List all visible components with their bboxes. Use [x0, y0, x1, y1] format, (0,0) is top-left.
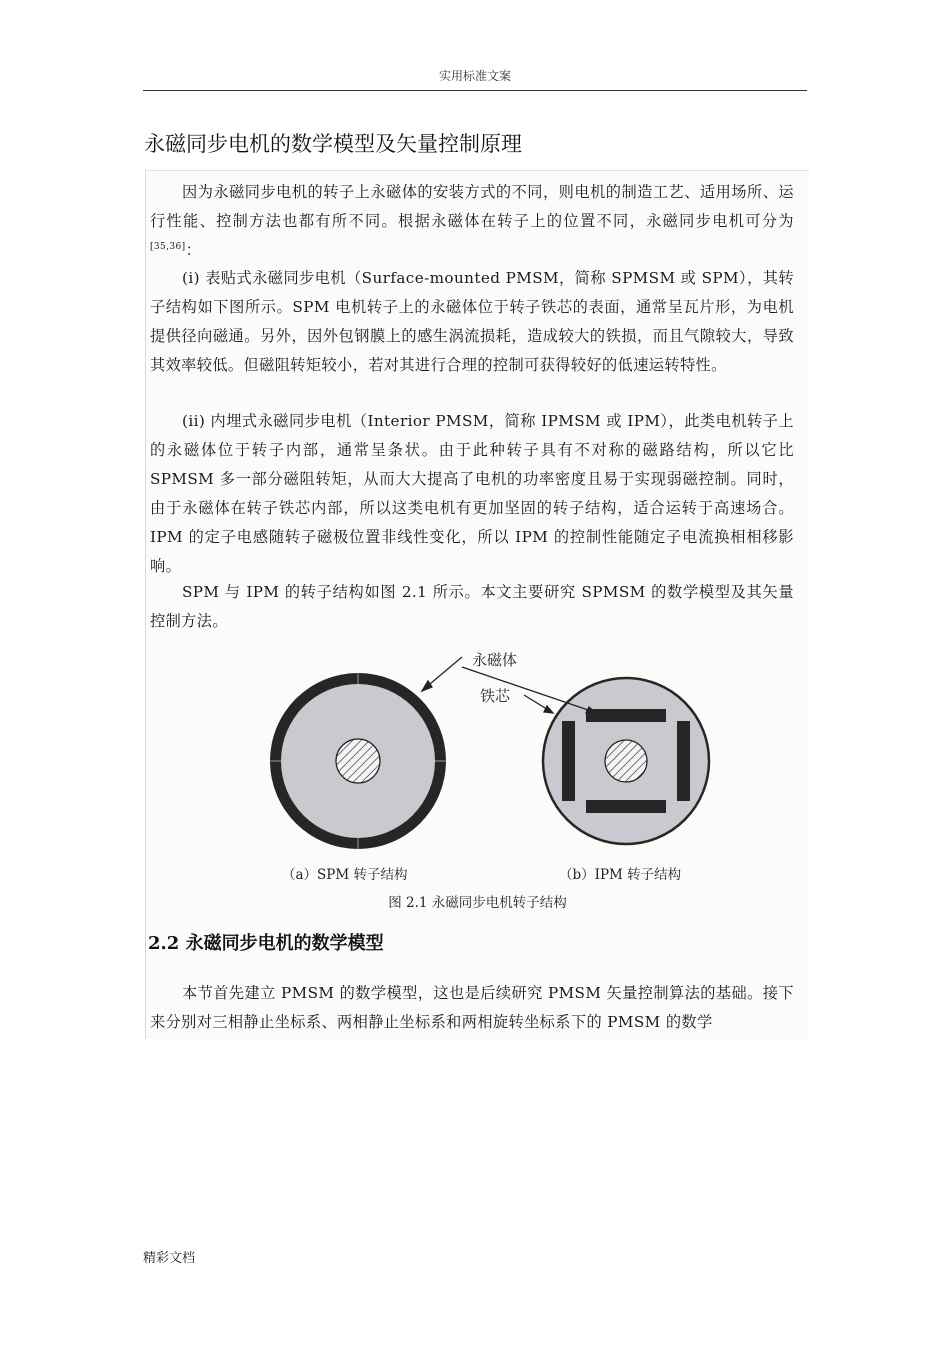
header-rule [143, 90, 807, 91]
page-footer: 精彩文档 [143, 1251, 196, 1266]
paragraph-spm: (i) 表贴式永磁同步电机（Surface-mounted PMSM，简称 SPMSM 或 SPM），其转子结构如下图所示。SPM 电机转子上的永磁体位于转子铁芯的表面，通常呈瓦片形，为电机提供径向磁通。另外，因外包钢膜上的感生涡流损耗，造成较大的铁损，而且气隙较大，导致其效率较低。但磁阻转矩较小，若对其进行合理的控制可获得较好的低速运转特性。 [150, 269, 794, 374]
caption-ipm: （b）IPM 转子结构 [559, 867, 682, 883]
caption-spm: （a）SPM 转子结构 [282, 867, 408, 883]
paragraph-ipm: (ii) 内埋式永磁同步电机（Interior PMSM，简称 IPMSM 或 IPM），此类电机转子上的永磁体位于转子内部，通常呈条状。由于此种转子具有不对称的磁路结构，所以它比 SPMSM 多一部分磁阻转矩，从而大大提高了电机的功率密度且易于实现弱磁控制。同时，由于永磁体在转子铁芯内部，所以这类电机有更加坚固的转子结构，适合运转于高速场合。IPM 的定子电感随转子磁极位置非线性变化，所以 IPM 的控制性能随定子电流换相相移影响。 [150, 412, 794, 575]
scanned-page-image [145, 170, 809, 1039]
page-header: 实用标准文案 [438, 69, 511, 83]
label-magnet: 永磁体 [472, 651, 518, 669]
label-core: 铁芯 [480, 687, 511, 705]
spm-rotor [270, 673, 446, 849]
ipm-magnet-top [586, 709, 666, 722]
ipm-magnet-bottom [586, 800, 666, 813]
figure-rotor-structure [146, 641, 809, 911]
paragraph-figure-ref: SPM 与 IPM 的转子结构如图 2.1 所示。本文主要研究 SPMSM 的数学模型及其矢量控制方法。 [150, 583, 794, 630]
ipm-magnet-left [562, 721, 575, 801]
section-heading: 2.2 永磁同步电机的数学模型 [148, 933, 384, 954]
paragraph-section-intro: 本节首先建立 PMSM 的数学模型，这也是后续研究 PMSM 矢量控制算法的基础。接下来分别对三相静止坐标系、两相静止坐标系和两相旋转坐标系下的 PMSM 的数学 [150, 984, 794, 1031]
spm-shaft [336, 739, 380, 783]
paragraph-intro-end: ： [185, 241, 202, 259]
citation: [35,36] [150, 241, 186, 252]
paragraph-intro [150, 178, 794, 265]
rotor-diagram [146, 641, 809, 891]
ipm-magnet-right [677, 721, 690, 801]
document-title: 永磁同步电机的数学模型及矢量控制原理 [144, 132, 522, 156]
ipm-shaft [605, 740, 647, 782]
figure-caption: 图 2.1 永磁同步电机转子结构 [388, 895, 567, 911]
paragraph-intro-text: 因为永磁同步电机的转子上永磁体的安装方式的不同，则电机的制造工艺、适用场所、运行性能、控制方法也都有所不同。根据永磁体在转子上的位置不同，永磁同步电机可分为 [150, 183, 794, 230]
